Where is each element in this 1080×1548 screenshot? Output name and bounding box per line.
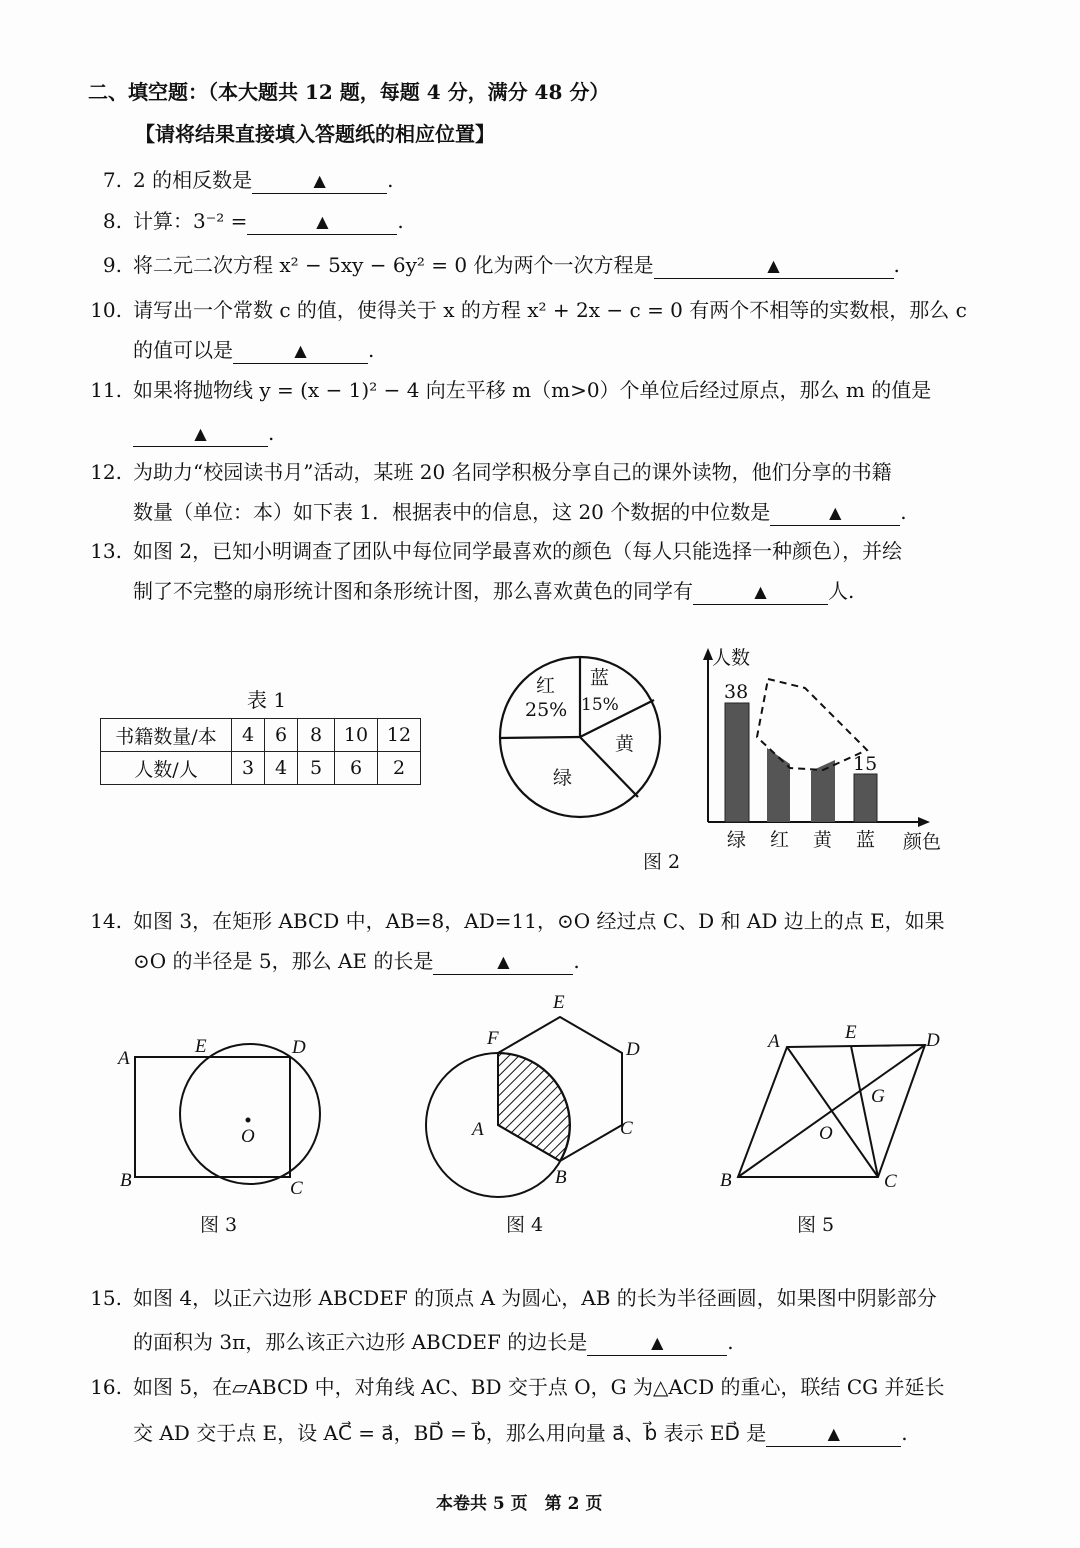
table1-caption: 表 1	[247, 688, 287, 712]
table-header: 书籍数量/本	[101, 719, 232, 752]
bar-green	[725, 703, 749, 822]
pie-divider	[500, 737, 580, 738]
point-label: C	[884, 1171, 897, 1192]
point-label: A	[118, 1048, 130, 1069]
circle-o	[180, 1044, 320, 1184]
rectangle-abcd	[135, 1057, 290, 1177]
point-label: D	[926, 1030, 940, 1051]
question-end: .	[268, 421, 275, 445]
bar-blue	[854, 774, 877, 822]
question-end: .	[387, 168, 394, 192]
figure-4	[426, 992, 640, 1236]
pie-label-yellow: 黄	[615, 733, 635, 755]
diagonal-bd	[738, 1045, 925, 1177]
pie-label-green: 绿	[553, 767, 573, 789]
answer-mark-icon: ▲	[767, 256, 780, 275]
x-tick-label: 黄	[813, 829, 833, 851]
table-cell: 3	[232, 752, 265, 785]
question-text: ⊙O 的半径是 5，那么 AE 的长是	[133, 949, 434, 973]
bar-red	[767, 748, 790, 822]
question-number: 7.	[102, 168, 122, 192]
bar-chart	[703, 647, 941, 853]
answer-mark-icon: ▲	[651, 1333, 664, 1352]
question-end: .	[573, 949, 580, 973]
question-end: .	[893, 253, 900, 277]
answer-mark-icon: ▲	[827, 1424, 840, 1443]
question-number: 8.	[102, 209, 122, 233]
question-text: 如图 4，以正六边形 ABCDEF 的顶点 A 为圆心，AB 的长为半径画圆，如果图中阴影部分	[133, 1286, 937, 1310]
question-number: 10.	[90, 298, 122, 322]
question-number: 15.	[90, 1286, 122, 1310]
center-point	[246, 1118, 251, 1123]
table-cell: 8	[298, 719, 335, 752]
question-number: 11.	[90, 378, 122, 402]
question-text: 的值可以是	[133, 338, 233, 362]
point-label: O	[241, 1126, 255, 1147]
question-text: 如图 3，在矩形 ABCD 中，AB=8，AD=11，⊙O 经过点 C、D 和 AD 边上的点 E，如果	[133, 909, 945, 933]
point-label: E	[553, 992, 565, 1013]
point-label: B	[120, 1170, 132, 1191]
figure-4-caption: 图 4	[506, 1214, 544, 1236]
question-text: 交 AD 交于点 E，设 AC⃗ = a⃗，BD⃗ = b⃗，那么用向量 a⃗、b⃗ 表示 ED⃗ 是	[133, 1421, 767, 1445]
pie-label-red: 红	[536, 675, 556, 697]
point-label: A	[768, 1031, 780, 1052]
question-end: 人.	[828, 579, 855, 603]
table-cell: 4	[265, 752, 298, 785]
question-number: 12.	[90, 460, 122, 484]
page-footer: 本卷共 5 页 第 2 页	[436, 1494, 603, 1514]
point-label: G	[871, 1086, 885, 1107]
table-cell: 6	[265, 719, 298, 752]
bar-value-blue: 15	[853, 753, 878, 775]
table-cell: 4	[232, 719, 265, 752]
question-text: 2 的相反数是	[133, 168, 253, 192]
pie-chart	[500, 657, 660, 817]
answer-mark-icon: ▲	[754, 582, 767, 601]
question-text: 制了不完整的扇形统计图和条形统计图，那么喜欢黄色的同学有	[133, 579, 693, 603]
answer-mark-icon: ▲	[497, 952, 510, 971]
question-end: .	[727, 1330, 734, 1354]
y-axis-label: 人数	[712, 647, 751, 669]
question-number: 13.	[90, 539, 122, 563]
question-text: 如果将抛物线 y = (x − 1)² − 4 向左平移 m（m>0）个单位后经过原点，那么 m 的值是	[133, 378, 932, 402]
section-title: 二、填空题：（本大题共 12 题，每题 4 分，满分 48 分）	[88, 80, 610, 104]
table-cell: 5	[298, 752, 335, 785]
figure-5	[738, 1045, 925, 1177]
table-header: 人数/人	[101, 752, 232, 785]
question-text: 计算：3⁻² =	[133, 209, 248, 233]
question-text: 请写出一个常数 c 的值，使得关于 x 的方程 x² + 2x − c = 0 有两个不相等的实数根，那么 c	[133, 298, 967, 322]
question-text: 如图 5，在▱ABCD 中，对角线 AC、BD 交于点 O，G 为△ACD 的重心，联结 CG 并延长	[133, 1375, 945, 1399]
x-axis-arrow	[918, 817, 930, 827]
figure-5-caption: 图 5	[797, 1214, 835, 1236]
figure-2-caption: 图 2	[643, 851, 681, 873]
question-text: 为助力“校园读书月”活动，某班 20 名同学积极分享自己的课外读物，他们分享的书籍	[133, 460, 892, 484]
section-instruction: 【请将结果直接填入答题纸的相应位置】	[135, 122, 495, 146]
point-label: E	[195, 1036, 207, 1057]
point-label: E	[845, 1022, 857, 1043]
point-label: D	[626, 1039, 640, 1060]
point-label: C	[620, 1118, 633, 1139]
pie-pct-red: 25%	[525, 699, 568, 721]
question-number: 14.	[90, 909, 122, 933]
point-label: F	[487, 1028, 499, 1049]
point-label: C	[290, 1178, 303, 1199]
question-end: .	[901, 1421, 908, 1445]
answer-mark-icon: ▲	[316, 212, 329, 231]
x-tick-label: 蓝	[856, 829, 876, 851]
point-label: B	[555, 1167, 567, 1188]
table-cell: 10	[335, 719, 378, 752]
answer-mark-icon: ▲	[294, 341, 307, 360]
question-text: 数量（单位：本）如下表 1．根据表中的信息，这 20 个数据的中位数是	[133, 500, 771, 524]
x-tick-label: 绿	[727, 829, 747, 851]
table-cell: 2	[378, 752, 421, 785]
point-label: A	[472, 1119, 484, 1140]
pie-pct-blue: 15%	[581, 695, 619, 715]
question-text: 如图 2，已知小明调查了团队中每位同学最喜欢的颜色（每人只能选择一种颜色），并绘	[133, 539, 903, 563]
answer-mark-icon: ▲	[829, 503, 842, 522]
figure-3-caption: 图 3	[200, 1214, 238, 1236]
bar-value-green: 38	[724, 681, 749, 703]
answer-mark-icon: ▲	[313, 171, 326, 190]
question-number: 16.	[90, 1375, 122, 1399]
x-axis-label: 颜色	[903, 831, 942, 853]
question-end: .	[368, 338, 375, 362]
question-text: 将二元二次方程 x² − 5xy − 6y² = 0 化为两个一次方程是	[133, 253, 654, 277]
x-tick-label: 红	[770, 829, 790, 851]
figure-3	[116, 1036, 320, 1236]
point-label: O	[819, 1123, 833, 1144]
question-text: 的面积为 3π，那么该正六边形 ABCDEF 的边长是	[133, 1330, 588, 1354]
pie-label-blue: 蓝	[590, 667, 610, 689]
table-cell: 6	[335, 752, 378, 785]
point-label: D	[292, 1037, 306, 1058]
question-number: 9.	[102, 253, 122, 277]
point-label: B	[720, 1170, 732, 1191]
answer-mark-icon: ▲	[194, 424, 207, 443]
table-cell: 12	[378, 719, 421, 752]
question-end: .	[397, 209, 404, 233]
question-end: .	[900, 500, 907, 524]
